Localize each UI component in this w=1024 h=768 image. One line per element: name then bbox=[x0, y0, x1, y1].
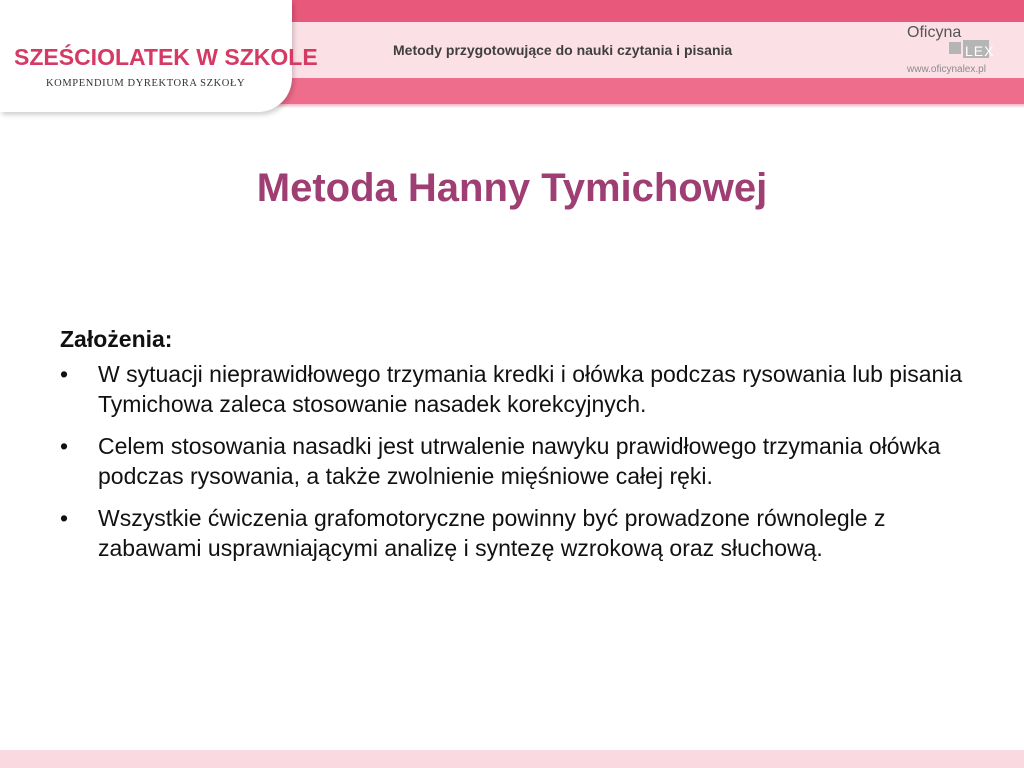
header bbox=[0, 0, 1024, 112]
bullet-icon: • bbox=[60, 361, 69, 387]
brand-title: SZEŚCIOLATEK W SZKOLE bbox=[14, 44, 318, 70]
footer-band bbox=[0, 750, 1024, 768]
logo-word: Oficyna bbox=[907, 24, 962, 41]
bullet-icon: • bbox=[60, 433, 69, 459]
logo-url: www.oficynalex.pl bbox=[907, 64, 986, 75]
brand-tab bbox=[0, 0, 318, 112]
bullet-list bbox=[60, 359, 980, 563]
bullet-item bbox=[60, 503, 980, 563]
publisher-logo bbox=[907, 24, 1007, 64]
header-caption: Metody przygotowujące do nauki czytania i pisania bbox=[393, 42, 733, 58]
slide-title: Metoda Hanny Tymichowej bbox=[256, 166, 768, 210]
bullet-text: Celem stosowania nasadki jest utrwalenie nawyku prawidłowego trzymania ołówka podczas rysowania, a także zwolnienie mięśniowe całej ręki. bbox=[98, 433, 941, 489]
logo-lex: LEX bbox=[965, 43, 995, 59]
slide-body bbox=[60, 324, 980, 575]
bullet-item bbox=[60, 359, 980, 419]
bullet-icon: • bbox=[60, 505, 69, 531]
bullet-text: Wszystkie ćwiczenia grafomotoryczne powinny być prowadzone równolegle z zabawami usprawniającymi analizę i syntezę wzrokową oraz słuchową. bbox=[98, 505, 886, 561]
subheading: Założenia: bbox=[60, 326, 173, 352]
bullet-text: W sytuacji nieprawidłowego trzymania kredki i ołówka podczas rysowania lub pisania Tymichowa zaleca stosowanie nasadek korekcyjnych. bbox=[98, 361, 963, 417]
bullet-item bbox=[60, 431, 980, 491]
brand-subtitle: KOMPENDIUM DYREKTORA SZKOŁY bbox=[46, 78, 246, 89]
